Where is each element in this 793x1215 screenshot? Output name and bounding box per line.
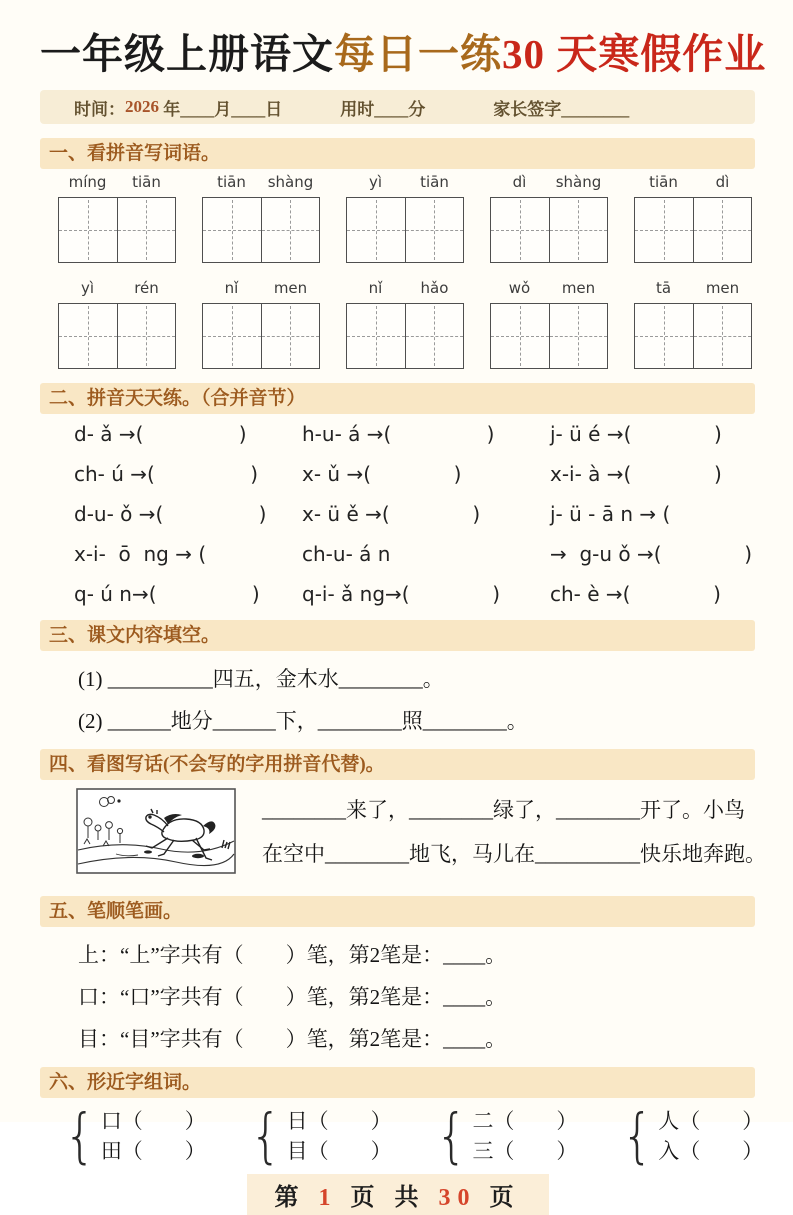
pinyin-label: dì — [715, 173, 730, 191]
brace-group — [621, 1101, 764, 1171]
merge-item: ch- ú →( ) — [74, 462, 259, 486]
pinyin-label: shàng — [555, 173, 602, 191]
pinyin-label: wǒ — [508, 279, 531, 297]
char-blank: 田（ ） — [100, 1139, 206, 1163]
writing-cell — [203, 304, 261, 368]
writing-cell — [549, 304, 608, 368]
brace-glyph: { — [249, 1101, 282, 1171]
pinyin-label: yì — [368, 173, 383, 191]
tianzige-boxes — [490, 303, 608, 369]
merge-item: x-i- ō ng → ( — [74, 542, 207, 566]
brace-group — [249, 1101, 392, 1171]
merge-item: ch-u- á n — [302, 542, 391, 566]
pinyin-merge-exercise — [74, 422, 755, 606]
writing-box-pair — [346, 173, 464, 263]
merge-item: → g-u ǒ →( ) — [550, 542, 753, 566]
parent-signature-blank: 家长签字________ — [493, 99, 630, 119]
duration-blank: 用时____分 — [340, 99, 426, 119]
pinyin-label: tiān — [420, 173, 449, 191]
time-label: 时间： — [74, 99, 125, 119]
section-2-heading: 二、拼音天天练。（合并音节） — [40, 383, 755, 414]
page-footer — [40, 1174, 755, 1215]
char-blank: 目（ ） — [286, 1139, 392, 1163]
merge-item: q- ú n→( ) — [74, 582, 260, 606]
pinyin-grid-row-2 — [58, 279, 755, 369]
pinyin-label: tiān — [649, 173, 678, 191]
merge-item: x- ǔ →( ) — [302, 462, 462, 486]
writing-box-pair — [490, 279, 608, 369]
pinyin-label: men — [705, 279, 740, 297]
stroke-question-mu: 目：“目”字共有（ ）笔，第2笔是：____。 — [78, 1027, 507, 1051]
writing-cell — [549, 198, 608, 262]
writing-box-pair — [634, 173, 752, 263]
stroke-question-shang: 上：“上”字共有（ ）笔，第2笔是：____。 — [78, 943, 507, 967]
char-blank: 口（ ） — [100, 1109, 206, 1133]
section-3-heading: 三、课文内容填空。 — [40, 620, 755, 651]
footer-mid: 页 共 — [337, 1185, 439, 1211]
merge-item: q-i- ǎ ng→( ) — [302, 582, 501, 606]
writing-box-pair — [346, 279, 464, 369]
merge-item: d- ǎ →( ) — [74, 422, 247, 446]
char-blank: 人（ ） — [658, 1109, 764, 1133]
writing-cell — [693, 304, 752, 368]
fill-blank-line-1: (1) __________四五，金木水________。 — [78, 667, 444, 691]
pinyin-label: tā — [655, 279, 672, 297]
title-grade-part: 一年级上册语文 — [40, 31, 334, 77]
writing-box-pair — [202, 279, 320, 369]
pinyin-label: hǎo — [420, 279, 449, 297]
writing-box-pair — [58, 279, 176, 369]
pinyin-label: men — [561, 279, 596, 297]
writing-cell — [203, 198, 261, 262]
char-blank: 三（ ） — [472, 1139, 578, 1163]
footer-suffix: 页 — [476, 1185, 521, 1211]
writing-cell — [491, 198, 549, 262]
brace-glyph: { — [621, 1101, 654, 1171]
merge-item: ch- è →( ) — [550, 582, 721, 606]
section-4-heading: 四、看图写话(不会写的字用拼音代替)。 — [40, 749, 755, 780]
tianzige-boxes — [634, 197, 752, 263]
year-value: 2026 — [125, 97, 159, 116]
picture-line-2: 在空中________地飞，马儿在__________快乐地奔跑。 — [262, 842, 766, 866]
pinyin-label: yì — [80, 279, 95, 297]
pinyin-label: míng — [68, 173, 107, 191]
stroke-question-kou: 口：“口”字共有（ ）笔，第2笔是：____。 — [78, 985, 507, 1009]
brace-glyph: { — [64, 1101, 96, 1171]
tianzige-boxes — [634, 303, 752, 369]
pinyin-label: men — [273, 279, 308, 297]
writing-cell — [405, 304, 464, 368]
date-blanks: 年____月____日 — [159, 99, 283, 119]
tianzige-boxes — [346, 303, 464, 369]
tianzige-boxes — [490, 197, 608, 263]
total-pages-number: 30 — [438, 1185, 477, 1211]
tianzige-boxes — [346, 197, 464, 263]
writing-cell — [117, 198, 176, 262]
writing-cell — [635, 198, 693, 262]
pinyin-label: nǐ — [368, 279, 383, 297]
footer-prefix: 第 — [274, 1185, 319, 1211]
section-5-heading: 五、笔顺笔画。 — [40, 896, 755, 927]
merge-item: j- ü - ā n → ( — [550, 502, 671, 526]
pinyin-label: rén — [134, 279, 159, 297]
horse-illustration — [76, 788, 236, 879]
writing-cell — [635, 304, 693, 368]
pinyin-label: tiān — [217, 173, 246, 191]
tianzige-boxes — [202, 303, 320, 369]
char-blank: 入（ ） — [658, 1139, 764, 1163]
page-number — [247, 1174, 549, 1215]
tianzige-boxes — [58, 197, 176, 263]
merge-item: d-u- ǒ →( ) — [74, 502, 267, 526]
info-strip — [40, 90, 755, 124]
writing-cell — [491, 304, 549, 368]
char-blank: 二（ ） — [472, 1109, 578, 1133]
title-practice-part: 每日一练 — [334, 31, 502, 77]
title-homework-part: 30 天寒假作业 — [502, 31, 767, 77]
writing-box-pair — [202, 173, 320, 263]
picture-line-1: ________来了，________绿了，________开了。小鸟 — [262, 798, 745, 822]
writing-cell — [261, 198, 320, 262]
pinyin-grid-row-1 — [58, 173, 755, 263]
writing-box-pair — [490, 173, 608, 263]
picture-writing-block — [76, 788, 766, 882]
similar-characters-row — [64, 1101, 764, 1171]
picture-writing-lines — [252, 788, 766, 882]
section-1-heading: 一、看拼音写词语。 — [40, 138, 755, 169]
brace-group — [435, 1101, 578, 1171]
pinyin-label: shàng — [267, 173, 314, 191]
writing-box-pair — [634, 279, 752, 369]
merge-item: x-i- à →( ) — [550, 462, 722, 486]
writing-cell — [261, 304, 320, 368]
writing-box-pair — [58, 173, 176, 263]
page-title — [40, 26, 767, 82]
merge-item: h-u- á →( ) — [302, 422, 495, 446]
writing-cell — [347, 198, 405, 262]
writing-cell — [59, 198, 117, 262]
brace-group — [64, 1101, 206, 1171]
writing-cell — [405, 198, 464, 262]
merge-item: j- ü é →( ) — [550, 422, 722, 446]
char-blank: 日（ ） — [286, 1109, 392, 1133]
writing-cell — [347, 304, 405, 368]
pinyin-label: tiān — [132, 173, 161, 191]
merge-item: x- ü ě →( ) — [302, 502, 481, 526]
tianzige-boxes — [58, 303, 176, 369]
fill-blank-line-2: (2) ______地分______下，________照________。 — [78, 709, 528, 733]
pinyin-label: dì — [512, 173, 527, 191]
section-6-heading: 六、形近字组词。 — [40, 1067, 755, 1098]
pinyin-label: nǐ — [224, 279, 239, 297]
writing-cell — [59, 304, 117, 368]
tianzige-boxes — [202, 197, 320, 263]
current-page-number: 1 — [318, 1185, 338, 1211]
writing-cell — [693, 198, 752, 262]
writing-cell — [117, 304, 176, 368]
brace-glyph: { — [435, 1101, 468, 1171]
